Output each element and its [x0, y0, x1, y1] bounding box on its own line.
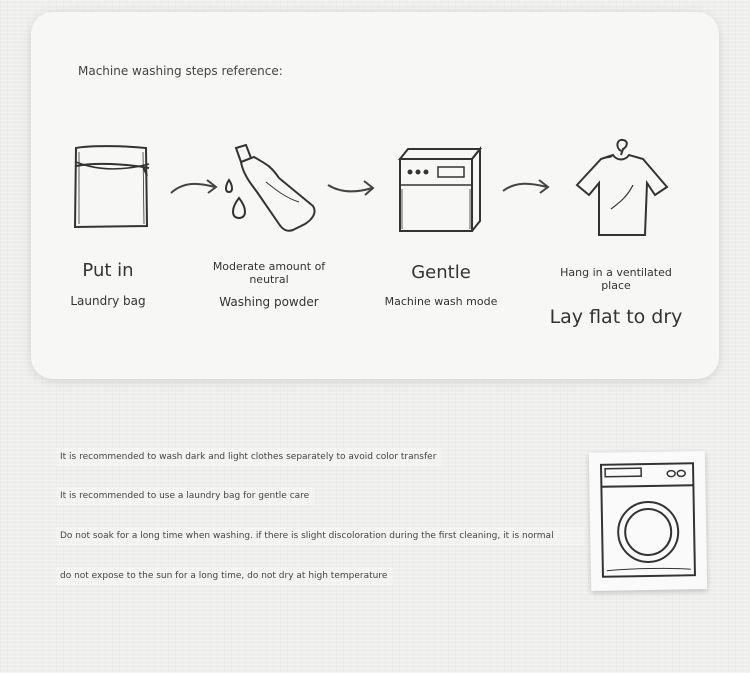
washing-machine-card — [589, 451, 707, 591]
washing-machine-icon — [396, 145, 484, 237]
step-2-bottom: Washing powder — [219, 295, 319, 309]
step-detergent — [209, 260, 329, 309]
step-4-title: Lay flat to dry — [549, 306, 683, 328]
step-put-in — [53, 260, 163, 308]
step-gentle — [381, 262, 501, 308]
laundry-bag-icon — [71, 142, 153, 232]
shirt-hanger-icon — [571, 137, 671, 239]
washing-steps-card — [31, 12, 719, 379]
steps-heading: Machine washing steps reference: — [78, 64, 283, 78]
step-1-title: Put in — [82, 260, 134, 281]
step-dry — [546, 266, 686, 328]
arrow-right-icon — [169, 177, 219, 199]
step-3-subtitle: Machine wash mode — [384, 295, 498, 308]
tip-item: It is recommended to use a laundry bag for gentle care — [56, 487, 315, 505]
step-3-title: Gentle — [411, 262, 471, 283]
arrow-right-icon — [501, 177, 551, 199]
step-1-subtitle: Laundry bag — [70, 294, 146, 308]
tip-item: Do not soak for a long time when washing. if there is slight discoloration during the first cleaning, it is normal — [56, 527, 584, 545]
washing-machine-icon — [589, 451, 707, 591]
detergent-bottle-icon — [221, 144, 321, 234]
step-2-top: Moderate amount of neutral — [212, 260, 326, 286]
tip-item: do not expose to the sun for a long time, do not dry at high temperature — [56, 567, 393, 585]
step-4-top: Hang in a ventilated place — [560, 266, 672, 292]
tip-item: It is recommended to wash dark and light clothes separately to avoid color transfer — [56, 448, 442, 466]
arrow-right-icon — [326, 177, 376, 199]
